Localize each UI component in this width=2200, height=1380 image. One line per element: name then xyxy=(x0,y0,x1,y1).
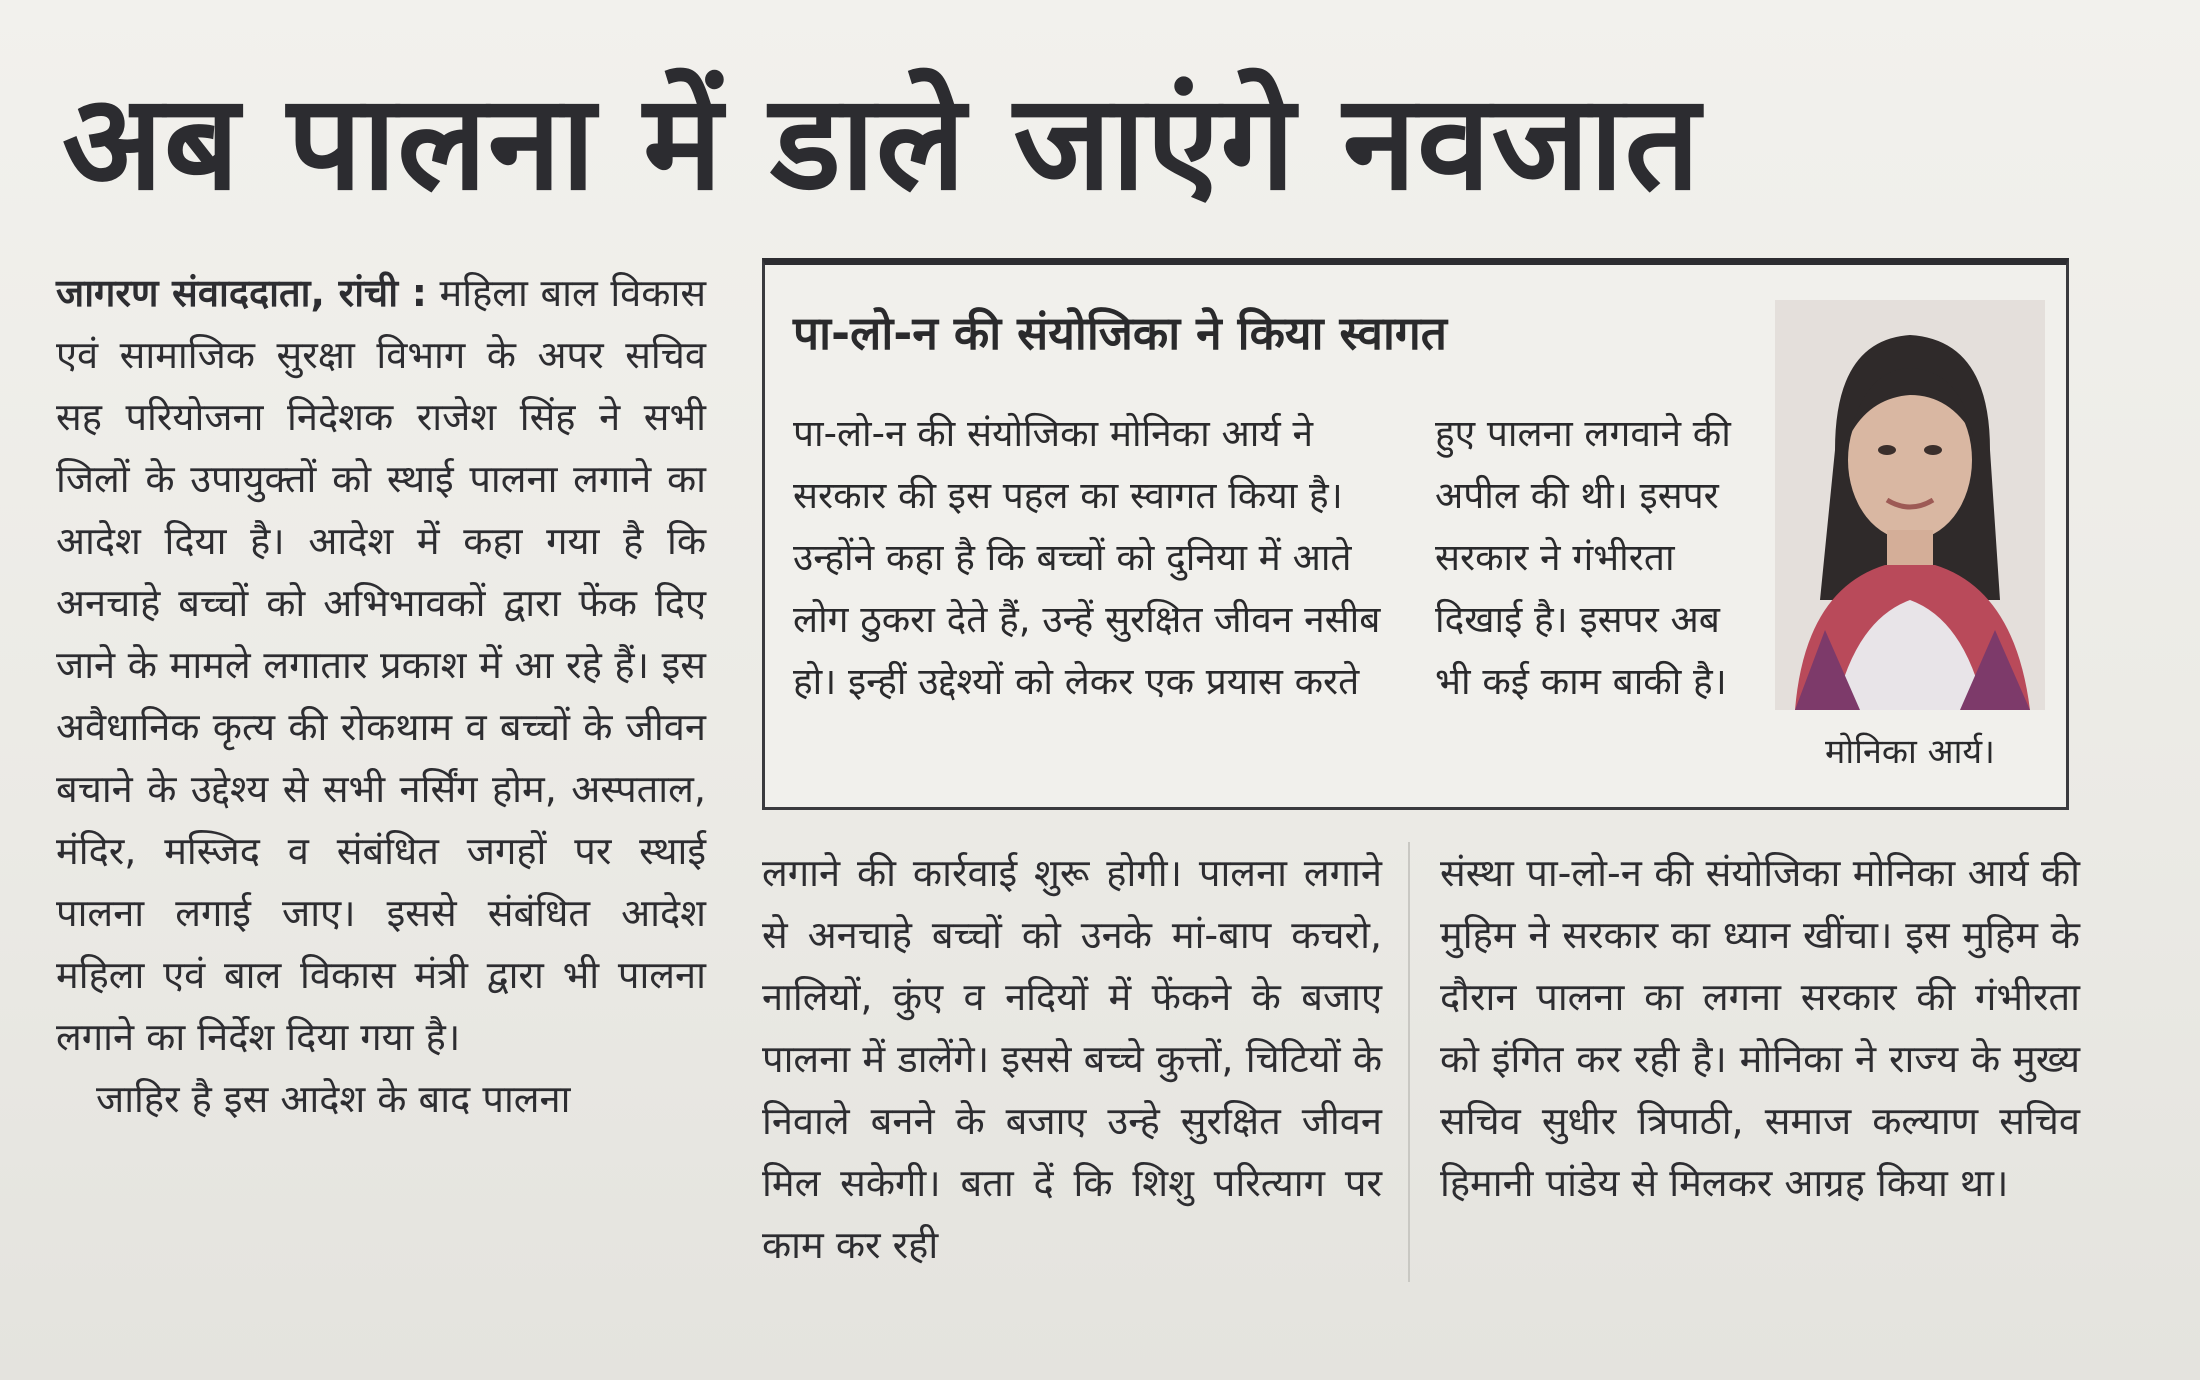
article-column-1 xyxy=(56,262,706,1302)
headline: अब पालना में डाले जाएंगे नवजात xyxy=(62,66,1701,220)
portrait-photo xyxy=(1775,300,2045,710)
column-divider xyxy=(1408,842,1410,1282)
sidebar-column-1: पा-लो-न की संयोजिका मोनिका आर्य ने सरकार की इस पहल का स्वागत किया है। उन्होंने कहा है कि बच्चों को दुनिया में आते लोग ठुकरा देते हैं, उन्हें सुरक्षित जीवन नसीब हो। इन्हीं उद्देश्यों को लेकर एक प्रयास करते xyxy=(793,412,1381,703)
article-column-2: लगाने की कार्रवाई शुरू होगी। पालना लगाने से अनचाहे बच्चों को उनके मां-बाप कचरो, नालियों, कुंए व नदियों में फेंकने के बजाए पालना में डालेंगे। इससे बच्चे कुत्तों, चिटियों के निवाले बनने के बजाए उन्हे सुरक्षित जीवन मिल सकेगी। बता दें कि शिशु परित्याग पर काम कर रही xyxy=(762,851,1382,1267)
portrait-illustration xyxy=(1775,300,2045,710)
article-paragraph-2: जाहिर है इस आदेश के बाद पालना xyxy=(96,1077,571,1121)
article-column-3: संस्था पा-लो-न की संयोजिका मोनिका आर्य की मुहिम ने सरकार का ध्यान खींचा। इस मुहिम के दौरान पालना का लगना सरकार की गंभीरता को इंगित कर रही है। मोनिका ने राज्य के मुख्य सचिव सुधीर त्रिपाठी, समाज कल्याण सचिव हिमानी पांडेय से मिलकर आग्रह किया था। xyxy=(1440,851,2080,1205)
sidebar-box xyxy=(762,258,2069,810)
byline: जागरण संवाददाता, रांची : xyxy=(56,271,427,315)
article-text-1: महिला बाल विकास एवं सामाजिक सुरक्षा विभाग के अपर सचिव सह परियोजना निदेशक राजेश सिंह ने सभी जिलों के उपायुक्तों को स्थाई पालना लगाने का आदेश दिया है। आदेश में कहा गया है कि अनचाहे बच्चों को अभिभावकों द्वारा फेंक दिए जाने के मामले लगातार प्रकाश में आ रहे हैं। इस अवैधानिक कृत्य की रोकथाम व बच्चों के जीवन बचाने के उद्देश्य से सभी नर्सिंग होम, अस्पताल, मंदिर, मस्जिद व संबंधित जगहों पर स्थाई पालना लगाई जाए। इससे संबंधित आदेश महिला एवं बाल विकास मंत्री द्वारा भी पालना लगाने का निर्देश दिया गया है। xyxy=(56,271,707,1059)
sidebar-column-2: हुए पालना लगवाने की अपील की थी। इसपर सरकार ने गंभीरता दिखाई है। इसपर अब भी कई काम बाकी है। xyxy=(1435,412,1731,703)
sidebar-heading: पा-लो-न की संयोजिका ने किया स्वागत xyxy=(793,306,1448,360)
photo-caption: मोनिका आर्य। xyxy=(1825,732,1995,772)
article-paragraph-1 xyxy=(56,262,706,1068)
